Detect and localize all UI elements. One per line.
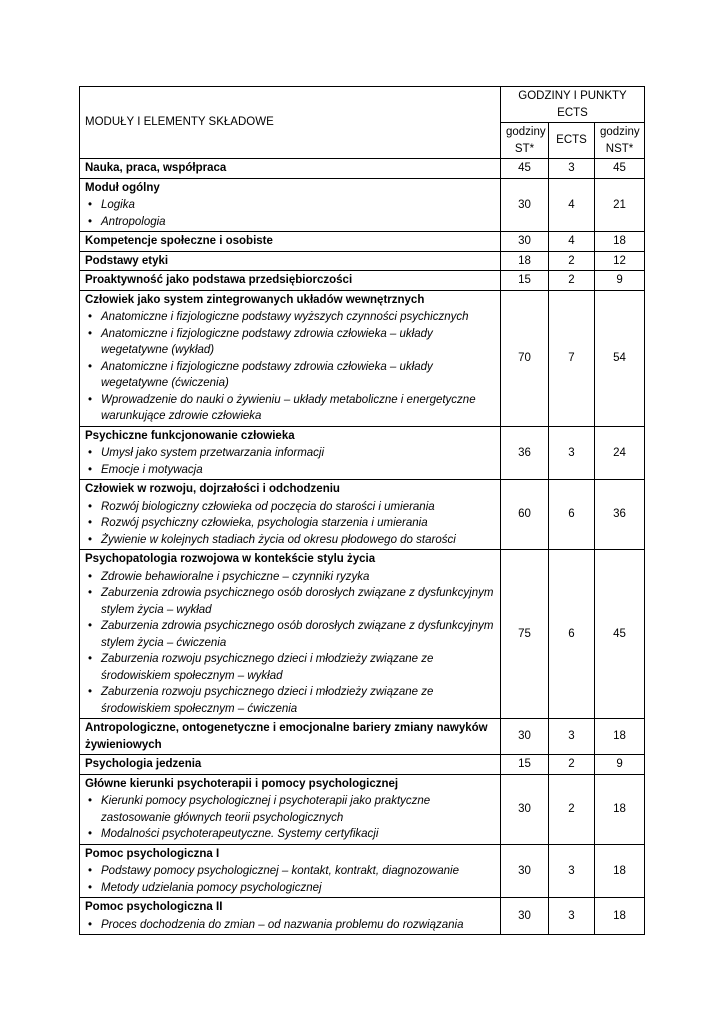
module-elements (85, 309, 495, 425)
ects-points: 2 (549, 774, 595, 844)
module-cell (80, 159, 501, 179)
module-name: Człowiek w rozwoju, dojrzałości i odchodzeniu (85, 483, 340, 495)
module-row (80, 774, 645, 844)
module-name: Człowiek jako system zintegrowanych układów wewnętrznych (85, 293, 425, 306)
module-row (80, 159, 645, 179)
module-element: • Wprowadzenie do nauki o żywieniu – układy metaboliczne i energetyczne warunkujące zdrowie człowieka (101, 392, 495, 425)
module-element: • Anatomiczne i fizjologiczne podstawy zdrowia człowieka – układy wegetatywne (ćwiczenia) (101, 359, 495, 392)
module-name: Proaktywność jako podstawa przedsiębiorczości (85, 274, 353, 286)
module-element: • Modalności psychoterapeutyczne. Systemy certyfikacji (101, 826, 495, 843)
ects-points: 4 (549, 178, 595, 232)
module-elements (85, 445, 495, 478)
module-cell (80, 251, 501, 271)
module-cell (80, 774, 501, 844)
module-element: • Żywienie w kolejnych stadiach życia od okresu płodowego do starości (101, 532, 495, 549)
hours-st: 15 (501, 755, 549, 775)
header-nst: godziny NST* (595, 123, 645, 159)
module-element: • Logika (101, 197, 495, 214)
header-row-group (80, 87, 645, 123)
header-hours-ects: GODZINY I PUNKTY ECTS (501, 87, 645, 123)
ects-points: 7 (549, 290, 595, 426)
module-elements (85, 863, 495, 896)
hours-nst: 21 (595, 178, 645, 232)
hours-nst: 9 (595, 755, 645, 775)
module-name: Psychiczne funkcjonowanie człowieka (85, 429, 295, 442)
ects-points: 3 (549, 719, 595, 755)
ects-points: 6 (549, 480, 595, 550)
hours-st: 30 (501, 719, 549, 755)
module-cell (80, 480, 501, 550)
module-cell (80, 178, 501, 232)
module-element: • Rozwój biologiczny człowieka od poczęcia do starości i umierania (101, 499, 495, 516)
module-cell (80, 271, 501, 291)
hours-nst: 12 (595, 251, 645, 271)
module-row (80, 898, 645, 935)
hours-st: 30 (501, 774, 549, 844)
module-elements (85, 569, 495, 718)
module-row (80, 755, 645, 775)
hours-nst: 45 (595, 550, 645, 719)
ects-points: 3 (549, 898, 595, 935)
module-cell (80, 844, 501, 898)
module-row (80, 550, 645, 719)
ects-points: 2 (549, 755, 595, 775)
module-name: Pomoc psychologiczna II (85, 901, 223, 913)
module-cell (80, 426, 501, 480)
module-name: Podstawy etyki (85, 254, 169, 267)
module-cell (80, 550, 501, 719)
ects-points: 2 (549, 251, 595, 271)
module-cell (80, 719, 501, 755)
hours-nst: 18 (595, 719, 645, 755)
module-name: Psychopatologia rozwojowa w kontekście stylu życia (85, 553, 376, 565)
module-element: • Metody udzielania pomocy psychologicznej (101, 880, 495, 897)
hours-st: 30 (501, 898, 549, 935)
module-elements (85, 917, 495, 934)
module-cell (80, 898, 501, 935)
ects-points: 3 (549, 159, 595, 179)
ects-points: 3 (549, 426, 595, 480)
header-ects: ECTS (549, 123, 595, 159)
header-modules: MODUŁY I ELEMENTY SKŁADOWE (80, 87, 501, 159)
module-row (80, 178, 645, 232)
module-elements (85, 499, 495, 549)
hours-nst: 9 (595, 271, 645, 291)
hours-nst: 45 (595, 159, 645, 179)
module-element: • Kierunki pomocy psychologicznej i psychoterapii jako praktyczne zastosowanie głównych teorii psychologicznych (101, 793, 495, 826)
hours-nst: 36 (595, 480, 645, 550)
hours-st: 60 (501, 480, 549, 550)
module-name: Nauka, praca, współpraca (85, 162, 227, 174)
hours-st: 30 (501, 232, 549, 252)
module-element: • Antropologia (101, 214, 495, 231)
hours-nst: 18 (595, 844, 645, 898)
module-cell (80, 755, 501, 775)
module-row (80, 426, 645, 480)
hours-st: 70 (501, 290, 549, 426)
module-name: Antropologiczne, ontogenetyczne i emocjonalne bariery zmiany nawyków żywieniowych (85, 722, 488, 751)
module-element: • Zaburzenia zdrowia psychicznego osób dorosłych związane z dysfunkcyjnym stylem życia – ćwiczenia (101, 618, 495, 651)
module-row (80, 232, 645, 252)
module-element: • Zaburzenia zdrowia psychicznego osób dorosłych związane z dysfunkcyjnym stylem życia – wykład (101, 585, 495, 618)
ects-points: 2 (549, 271, 595, 291)
modules-table (79, 86, 645, 935)
hours-st: 15 (501, 271, 549, 291)
module-element: • Rozwój psychiczny człowieka, psychologia starzenia i umierania (101, 515, 495, 532)
hours-st: 18 (501, 251, 549, 271)
hours-nst: 54 (595, 290, 645, 426)
module-name: Psychologia jedzenia (85, 758, 202, 770)
module-row (80, 271, 645, 291)
module-name: Kompetencje społeczne i osobiste (85, 235, 273, 247)
modules-body (80, 159, 645, 935)
module-element: • Zdrowie behawioralne i psychiczne – czynniki ryzyka (101, 569, 495, 586)
module-row (80, 290, 645, 426)
module-element: • Umysł jako system przetwarzania informacji (101, 445, 495, 462)
hours-nst: 18 (595, 774, 645, 844)
hours-st: 36 (501, 426, 549, 480)
module-elements (85, 197, 495, 230)
hours-st: 30 (501, 178, 549, 232)
module-elements (85, 793, 495, 843)
ects-points: 4 (549, 232, 595, 252)
hours-nst: 24 (595, 426, 645, 480)
module-element: • Zaburzenia rozwoju psychicznego dzieci i młodzieży związane ze środowiskiem społecznym – wykład (101, 651, 495, 684)
module-element: • Zaburzenia rozwoju psychicznego dzieci i młodzieży związane ze środowiskiem społecznym – ćwiczenia (101, 684, 495, 717)
ects-points: 3 (549, 844, 595, 898)
hours-nst: 18 (595, 898, 645, 935)
module-element: • Anatomiczne i fizjologiczne podstawy wyższych czynności psychicznych (101, 309, 495, 326)
module-name: Główne kierunki psychoterapii i pomocy psychologicznej (85, 777, 399, 790)
hours-nst: 18 (595, 232, 645, 252)
module-element: • Emocje i motywacja (101, 462, 495, 479)
header-st: godziny ST* (501, 123, 549, 159)
module-element: • Podstawy pomocy psychologicznej – kontakt, kontrakt, diagnozowanie (101, 863, 495, 880)
module-cell (80, 290, 501, 426)
module-row (80, 251, 645, 271)
module-element: • Proces dochodzenia do zmian – od nazwania problemu do rozwiązania (101, 917, 495, 934)
ects-points: 6 (549, 550, 595, 719)
module-row (80, 480, 645, 550)
module-row (80, 844, 645, 898)
module-name: Pomoc psychologiczna I (85, 847, 220, 860)
hours-st: 75 (501, 550, 549, 719)
hours-st: 45 (501, 159, 549, 179)
module-element: • Anatomiczne i fizjologiczne podstawy zdrowia człowieka – układy wegetatywne (wykład) (101, 326, 495, 359)
hours-st: 30 (501, 844, 549, 898)
module-name: Moduł ogólny (85, 181, 160, 194)
module-row (80, 719, 645, 755)
module-cell (80, 232, 501, 252)
